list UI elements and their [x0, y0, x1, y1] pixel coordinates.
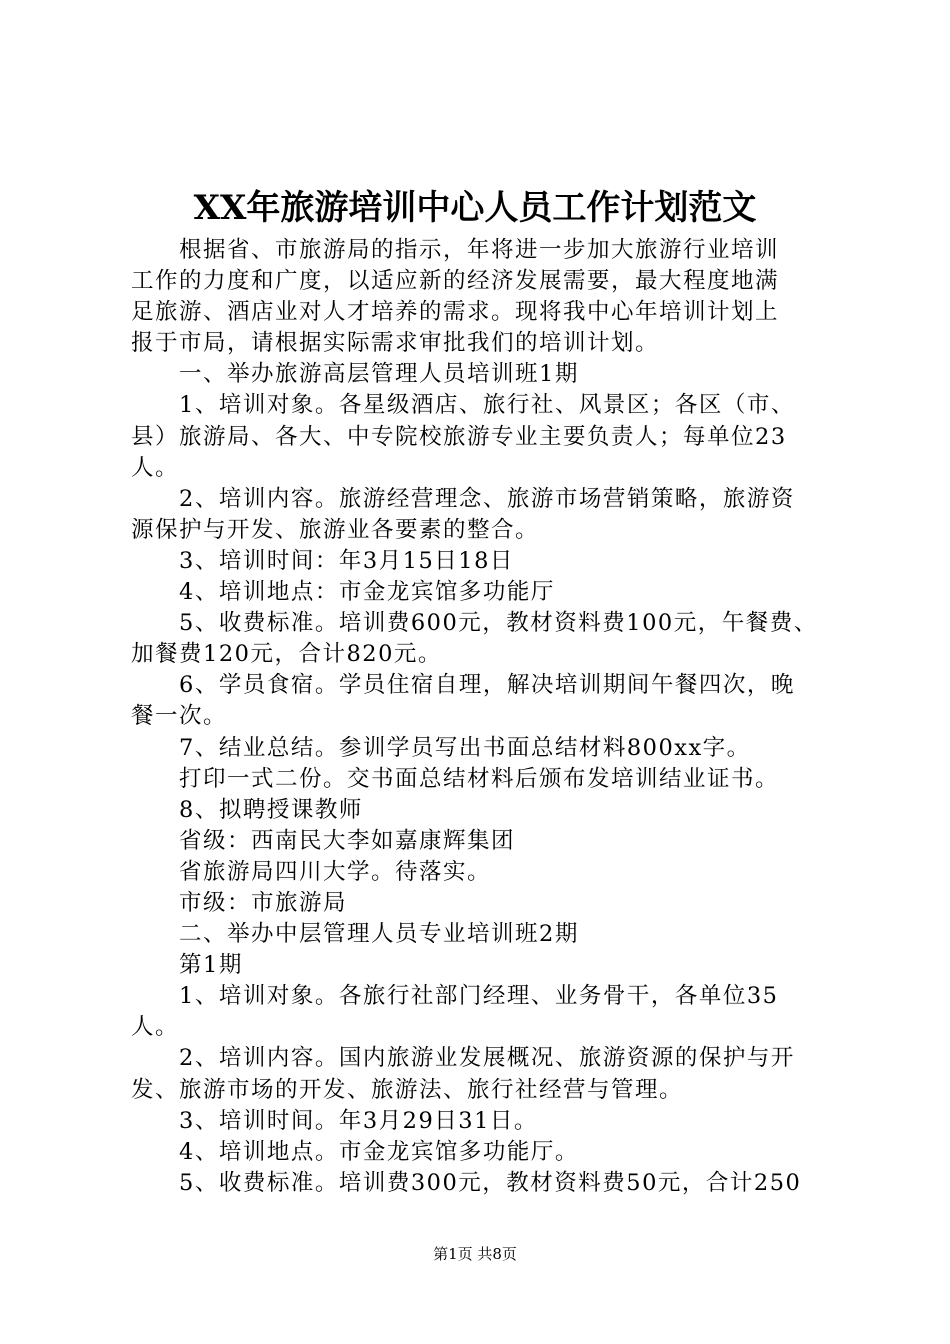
body-line: 人。: [131, 454, 180, 481]
body-line: 2、培训内容。国内旅游业发展概况、旅游资源的保护与开: [179, 1045, 795, 1072]
document-title: XX年旅游培训中心人员工作计划范文: [193, 188, 757, 228]
body-line: 3、培训时间：年3月15日18日: [179, 547, 514, 574]
body-line: 1、培训对象。各旅行社部门经理、业务骨干，各单位35: [179, 983, 779, 1010]
body-line: 加餐费120元，合计820元。: [131, 641, 442, 668]
body-line: 4、培训地点。市金龙宾馆多功能厅。: [179, 1138, 579, 1165]
body-line: 5、收费标准。培训费300元，教材资料费50元，合计250: [179, 1169, 802, 1196]
body-line: 打印一式二份。交书面总结材料后颁布发培训结业证书。: [179, 765, 780, 792]
body-line: 7、结业总结。参训学员写出书面总结材料800xx字。: [179, 734, 751, 761]
body-line: 1、培训对象。各星级酒店、旅行社、风景区；各区（市、: [179, 392, 795, 419]
body-line: 源保护与开发、旅游业各要素的整合。: [131, 516, 540, 543]
body-line: 6、学员食宿。学员住宿自理，解决培训期间午餐四次，晚: [179, 672, 795, 699]
body-line: 人。: [131, 1014, 180, 1041]
page-footer: 第1页 共8页: [433, 1245, 517, 1263]
section-heading: 一、举办旅游高层管理人员培训班1期: [179, 361, 579, 388]
body-line: 省级：西南民大李如嘉康辉集团: [179, 827, 516, 854]
body-line: 足旅游、酒店业对人才培养的需求。现将我中心年培训计划上: [131, 299, 780, 326]
body-line: 餐一次。: [131, 703, 228, 730]
body-line: 4、培训地点：市金龙宾馆多功能厅: [179, 579, 555, 606]
body-line: 市级：市旅游局: [179, 889, 348, 916]
section-heading: 二、举办中层管理人员专业培训班2期: [179, 921, 579, 948]
document-body: [131, 235, 836, 1199]
body-line: 发、旅游市场的开发、旅游法、旅行社经营与管理。: [131, 1076, 684, 1103]
body-line: 第1期: [179, 952, 243, 979]
body-line: 报于市局，请根据实际需求审批我们的培训计划。: [131, 330, 660, 357]
body-line: 省旅游局四川大学。待落实。: [179, 858, 492, 885]
body-line: 根据省、市旅游局的指示，年将进一步加大旅游行业培训: [179, 237, 780, 263]
body-line: 8、拟聘授课教师: [179, 796, 363, 823]
body-line: 2、培训内容。旅游经营理念、旅游市场营销策略，旅游资: [179, 485, 795, 512]
body-line: 3、培训时间。年3月29日31日。: [179, 1107, 538, 1134]
body-line: 县）旅游局、各大、中专院校旅游专业主要负责人；每单位23: [131, 423, 787, 450]
body-line: 工作的力度和广度，以适应新的经济发展需要，最大程度地满: [131, 268, 780, 295]
body-line: 5、收费标准。培训费600元，教材资料费100元，午餐费、: [179, 610, 818, 637]
